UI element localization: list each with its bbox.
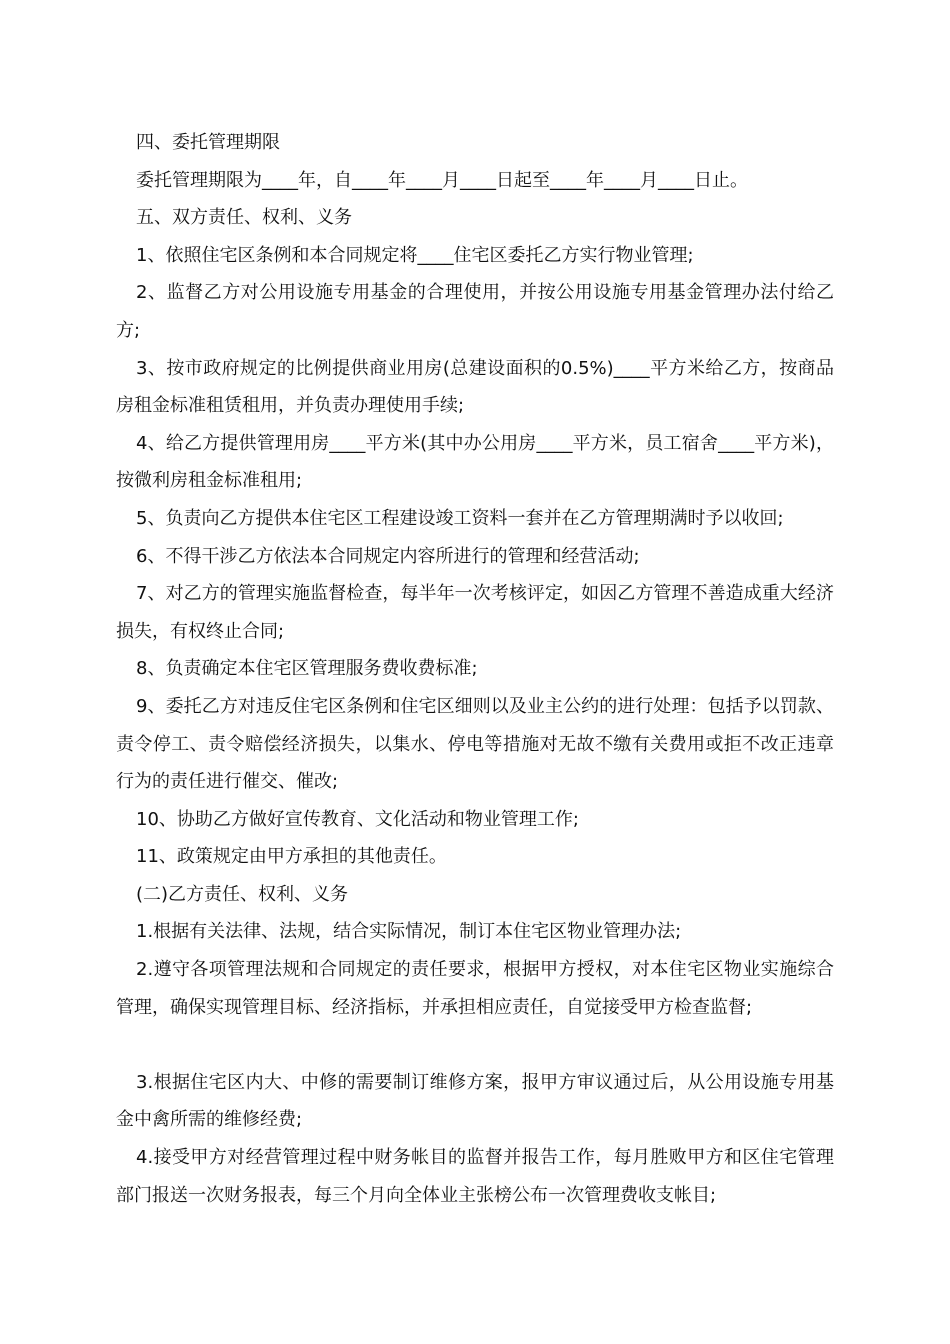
clause-a-5: 5、负责向乙方提供本住宅区工程建设竣工资料一套并在乙方管理期满时予以收回; — [136, 507, 784, 529]
clause-a-7: 7、对乙方的管理实施监督检查，每半年一次考核评定，如因乙方管理不善造成重大经济损失，有权终止合同; — [116, 583, 834, 642]
clause-b-4: 4.接受甲方对经营管理过程中财务帐目的监督并报告工作，每月胜败甲方和区住宅管理部门报送一次财务报表，每三个月向全体业主张榜公布一次管理费收支帐目; — [116, 1147, 834, 1206]
clause-a-11: 11、政策规定由甲方承担的其他责任。 — [136, 846, 447, 868]
blank-line — [116, 1026, 834, 1064]
clause-a-9: 9、委托乙方对违反住宅区条例和住宅区细则以及业主公约的进行处理：包括予以罚款、责令停工、责令赔偿经济损失，以集水、停电等措施对无故不缴有关费用或拒不改正违章行为的责任进行催交、催改; — [116, 695, 834, 793]
clause-b-2: 2.遵守各项管理法规和合同规定的责任要求，根据甲方授权，对本住宅区物业实施综合管理，确保实现管理目标、经济指标，并承担相应责任，自觉接受甲方检查监督; — [116, 959, 834, 1018]
clause-a-2: 2、监督乙方对公用设施专用基金的合理使用，并按公用设施专用基金管理办法付给乙方; — [116, 282, 834, 341]
clause-b-3: 3.根据住宅区内大、中修的需要制订维修方案，报甲方审议通过后，从公用设施专用基金中禽所需的维修经费; — [116, 1071, 834, 1131]
clause-a-4: 4、给乙方提供管理用房____平方米(其中办公用房____平方米，员工宿舍____平方米)，按微利房租金标准租用; — [116, 432, 834, 492]
clause-a-10: 10、协助乙方做好宣传教育、文化活动和物业管理工作; — [136, 808, 579, 830]
section-heading-term: 四、委托管理期限 — [136, 132, 280, 153]
clause-a-3: 3、按市政府规定的比例提供商业用房(总建设面积的0.5%)____平方米给乙方，按商品房租金标准租赁租用，并负责办理使用手续; — [116, 357, 834, 417]
section-heading-responsibilities: 五、双方责任、权利、义务 — [136, 207, 352, 229]
paragraph-term-period: 委托管理期限为____年，自____年____月____日起至____年____月____日止。 — [136, 169, 748, 191]
clause-a-8: 8、负责确定本住宅区管理服务费收费标准; — [136, 658, 478, 680]
clause-b-1: 1.根据有关法律、法规，结合实际情况，制订本住宅区物业管理办法; — [136, 921, 682, 943]
clause-a-6: 6、不得干涉乙方依法本合同规定内容所进行的管理和经营活动; — [136, 545, 640, 567]
subsection-heading-party-b: (二)乙方责任、权利、义务 — [136, 883, 349, 905]
clause-a-1: 1、依照住宅区条例和本合同规定将____住宅区委托乙方实行物业管理; — [136, 244, 694, 266]
contract-body — [116, 124, 834, 1214]
